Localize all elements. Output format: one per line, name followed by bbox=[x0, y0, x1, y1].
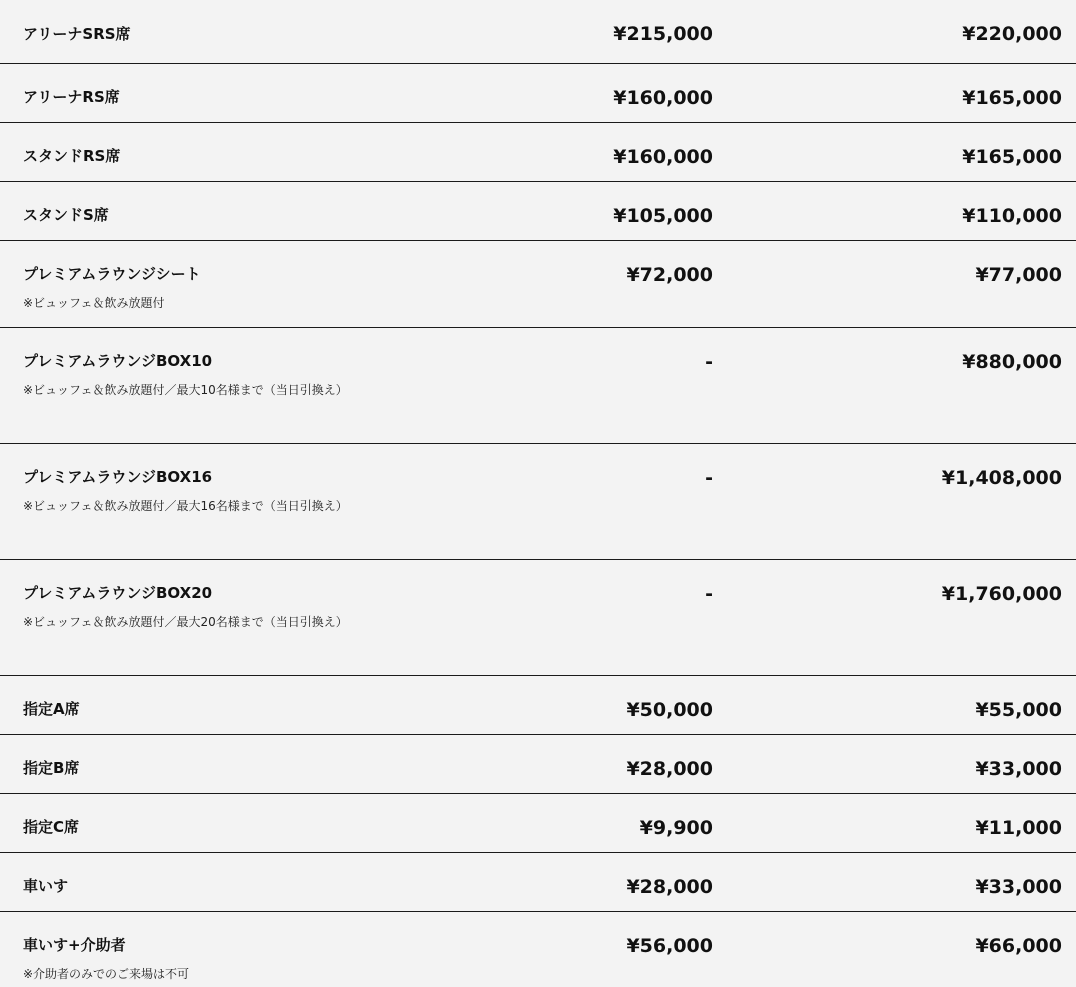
table-row bbox=[0, 853, 1076, 912]
seat-name: 指定B席 bbox=[23, 759, 80, 777]
price-column-2: ¥165,000 bbox=[962, 146, 1062, 168]
seat-note: ※ビュッフェ＆飲み放題付／最大16名様まで（当日引換え） bbox=[23, 499, 348, 513]
price-column-2: ¥33,000 bbox=[975, 876, 1062, 898]
price-column-2: ¥220,000 bbox=[962, 23, 1062, 45]
price-column-2: ¥880,000 bbox=[962, 351, 1062, 373]
price-column-2: ¥66,000 bbox=[975, 935, 1062, 957]
seat-name: アリーナSRS席 bbox=[23, 25, 131, 43]
price-column-2: ¥1,760,000 bbox=[941, 583, 1062, 605]
table-row bbox=[0, 560, 1076, 676]
seat-cell bbox=[23, 696, 363, 722]
table-row bbox=[0, 794, 1076, 853]
seat-name: 指定A席 bbox=[23, 700, 80, 718]
price-column-2: ¥1,408,000 bbox=[941, 467, 1062, 489]
price-column-1: ¥72,000 bbox=[626, 264, 713, 286]
seat-name: スタンドS席 bbox=[23, 206, 109, 224]
seat-cell bbox=[23, 21, 363, 47]
table-row bbox=[0, 912, 1076, 987]
price-column-2: ¥110,000 bbox=[962, 205, 1062, 227]
price-column-1: ¥28,000 bbox=[626, 758, 713, 780]
seat-cell bbox=[23, 348, 363, 402]
seat-cell bbox=[23, 814, 363, 840]
table-row bbox=[0, 328, 1076, 444]
seat-note: ※介助者のみでのご来場は不可 bbox=[23, 967, 190, 981]
table-row bbox=[0, 676, 1076, 735]
table-row bbox=[0, 735, 1076, 794]
price-column-2: ¥77,000 bbox=[975, 264, 1062, 286]
seat-name: スタンドRS席 bbox=[23, 147, 121, 165]
table-row bbox=[0, 241, 1076, 328]
price-column-1: - bbox=[705, 583, 713, 605]
seat-name: プレミアムラウンジBOX20 bbox=[23, 584, 213, 602]
table-row bbox=[0, 64, 1076, 123]
price-column-1: ¥160,000 bbox=[613, 87, 713, 109]
seat-name: アリーナRS席 bbox=[23, 88, 120, 106]
table-row bbox=[0, 123, 1076, 182]
price-column-2: ¥165,000 bbox=[962, 87, 1062, 109]
seat-name: 指定C席 bbox=[23, 818, 80, 836]
seat-cell bbox=[23, 261, 363, 315]
seat-cell bbox=[23, 873, 363, 899]
seat-cell bbox=[23, 580, 363, 634]
seat-cell bbox=[23, 755, 363, 781]
seat-name: 車いす bbox=[23, 877, 69, 895]
seat-name: 車いす+介助者 bbox=[23, 936, 126, 954]
price-column-1: ¥105,000 bbox=[613, 205, 713, 227]
price-column-2: ¥33,000 bbox=[975, 758, 1062, 780]
price-column-2: ¥55,000 bbox=[975, 699, 1062, 721]
price-column-1: ¥160,000 bbox=[613, 146, 713, 168]
seat-name: プレミアムラウンジシート bbox=[23, 265, 201, 283]
seat-cell bbox=[23, 84, 363, 110]
price-column-1: ¥28,000 bbox=[626, 876, 713, 898]
price-column-1: ¥9,900 bbox=[639, 817, 713, 839]
price-column-1: - bbox=[705, 351, 713, 373]
seat-note: ※ビュッフェ＆飲み放題付 bbox=[23, 296, 165, 310]
seat-note: ※ビュッフェ＆飲み放題付／最大10名様まで（当日引換え） bbox=[23, 383, 348, 397]
seat-cell bbox=[23, 932, 363, 986]
seat-name: プレミアムラウンジBOX10 bbox=[23, 352, 213, 370]
price-column-1: ¥56,000 bbox=[626, 935, 713, 957]
table-row bbox=[0, 182, 1076, 241]
seat-cell bbox=[23, 464, 363, 518]
table-row bbox=[0, 0, 1076, 64]
seat-cell bbox=[23, 202, 363, 228]
seat-note: ※ビュッフェ＆飲み放題付／最大20名様まで（当日引換え） bbox=[23, 615, 348, 629]
price-column-1: ¥215,000 bbox=[613, 23, 713, 45]
seat-name: プレミアムラウンジBOX16 bbox=[23, 468, 213, 486]
price-column-1: - bbox=[705, 467, 713, 489]
price-column-2: ¥11,000 bbox=[975, 817, 1062, 839]
price-column-1: ¥50,000 bbox=[626, 699, 713, 721]
seat-cell bbox=[23, 143, 363, 169]
table-row bbox=[0, 444, 1076, 560]
